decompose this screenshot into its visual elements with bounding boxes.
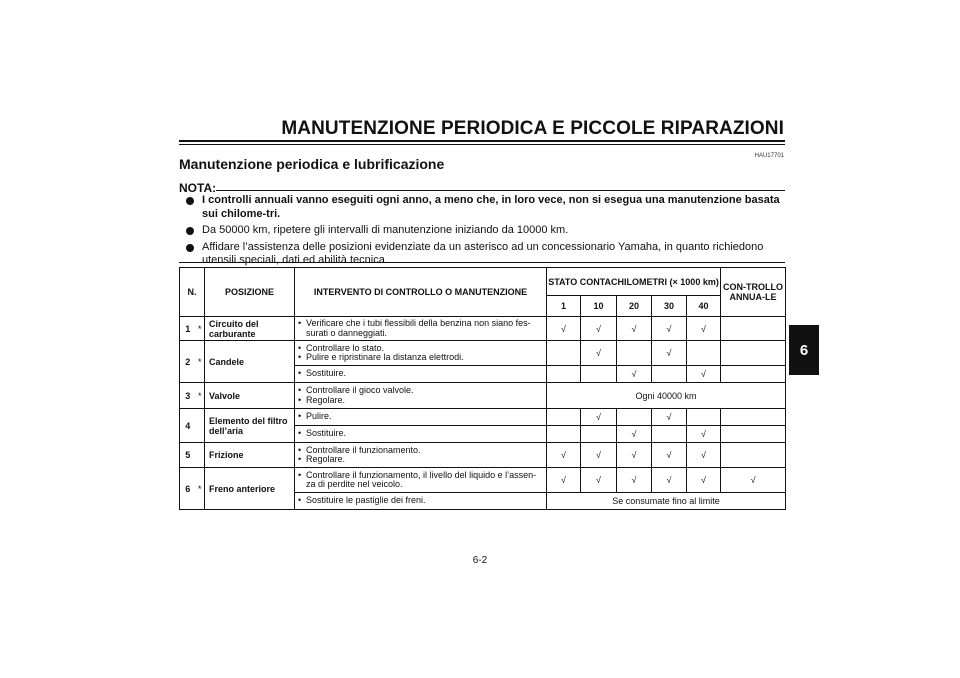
- empty-cell: [721, 426, 786, 443]
- empty-cell: [547, 409, 581, 426]
- check-mark: √: [581, 409, 617, 426]
- check-mark: √: [687, 443, 721, 468]
- title-rule-thin: [179, 144, 785, 145]
- row-intervento: • Sostituire.: [295, 426, 547, 443]
- check-mark: √: [617, 366, 652, 383]
- asterisk: *: [196, 341, 205, 383]
- row-intervento: • Controllare lo stato. • Pulire e ripristinare la distanza elettrodi.: [295, 341, 547, 366]
- asterisk: [196, 443, 205, 468]
- row-intervento: • Controllare il funzionamento. • Regolare.: [295, 443, 547, 468]
- header-km: 1: [547, 296, 581, 317]
- empty-cell: [721, 443, 786, 468]
- empty-cell: [687, 341, 721, 366]
- page-title: MANUTENZIONE PERIODICA E PICCOLE RIPARAZIONI: [281, 118, 784, 139]
- row-posizione: Freno anteriore: [205, 468, 295, 510]
- check-mark: √: [581, 341, 617, 366]
- row-number: 5: [180, 443, 196, 468]
- row-number: 2: [180, 341, 196, 383]
- row-intervento: • Sostituire le pastiglie dei freni.: [295, 493, 547, 510]
- section-title: Manutenzione periodica e lubrificazione: [179, 156, 445, 172]
- empty-cell: [721, 341, 786, 366]
- check-mark: √: [581, 443, 617, 468]
- check-mark: √: [652, 341, 687, 366]
- table-row: [180, 383, 786, 409]
- row-intervento: • Sostituire.: [295, 366, 547, 383]
- check-mark: √: [652, 317, 687, 341]
- interval-note: Se consumate fino al limite: [547, 493, 786, 510]
- asterisk: *: [196, 317, 205, 341]
- bullet-icon: [186, 227, 194, 235]
- check-mark: √: [581, 468, 617, 493]
- check-mark: √: [617, 443, 652, 468]
- row-posizione: Circuito del carburante: [205, 317, 295, 341]
- header-km: 30: [652, 296, 687, 317]
- nota-label: NOTA:: [179, 181, 217, 195]
- check-mark: √: [687, 317, 721, 341]
- empty-cell: [547, 341, 581, 366]
- row-intervento: • Controllare il funzionamento, il livello del liquido e l’assen-za di perdite nel veicolo.: [295, 468, 547, 493]
- row-posizione: Valvole: [205, 383, 295, 409]
- asterisk: *: [196, 383, 205, 409]
- asterisk: [196, 409, 205, 443]
- reference-code: HAU17701: [754, 153, 784, 159]
- header-stato: STATO CONTACHILOMETRI (× 1000 km): [547, 268, 721, 296]
- bullet-icon: [186, 244, 194, 252]
- interval-note: Ogni 40000 km: [547, 383, 786, 409]
- check-mark: √: [687, 468, 721, 493]
- empty-cell: [721, 366, 786, 383]
- nota-item: Da 50000 km, ripetere gli intervalli di manutenzione iniziando da 10000 km.: [186, 224, 786, 238]
- check-mark: √: [547, 317, 581, 341]
- row-posizione: Candele: [205, 341, 295, 383]
- check-mark: √: [687, 426, 721, 443]
- empty-cell: [617, 341, 652, 366]
- nota-rule: [216, 190, 785, 191]
- nota-item: I controlli annuali vanno eseguiti ogni anno, a meno che, in loro vece, non si esegua una manutenzione basata sui chilome-tri.: [186, 194, 786, 221]
- check-mark: √: [547, 443, 581, 468]
- row-posizione: Frizione: [205, 443, 295, 468]
- table-row: [180, 317, 786, 341]
- header-km: 10: [581, 296, 617, 317]
- nota-bottom-rule: [179, 262, 785, 263]
- asterisk: *: [196, 468, 205, 510]
- row-intervento: • Controllare il gioco valvole. • Regolare.: [295, 383, 547, 409]
- empty-cell: [617, 409, 652, 426]
- check-mark: √: [617, 426, 652, 443]
- chapter-tab: 6: [789, 325, 819, 375]
- check-mark: √: [687, 366, 721, 383]
- table-row: [180, 341, 786, 366]
- row-number: 1: [180, 317, 196, 341]
- bullet-icon: [186, 197, 194, 205]
- empty-cell: [687, 409, 721, 426]
- table-row: [180, 468, 786, 493]
- check-mark: √: [652, 409, 687, 426]
- header-posizione: POSIZIONE: [205, 268, 295, 317]
- check-mark: √: [547, 468, 581, 493]
- check-mark: √: [652, 468, 687, 493]
- check-mark: √: [721, 468, 786, 493]
- row-intervento: • Verificare che i tubi flessibili della benzina non siano fes-surati o danneggiati.: [295, 317, 547, 341]
- empty-cell: [547, 366, 581, 383]
- header-n: N.: [180, 268, 205, 317]
- check-mark: √: [581, 317, 617, 341]
- empty-cell: [581, 366, 617, 383]
- nota-item: Affidare l’assistenza delle posizioni evidenziate da un asterisco ad un concessionario Yamaha, in quanto richiedono utensili speciali, dati ed abilità tecnica.: [186, 241, 786, 268]
- empty-cell: [547, 426, 581, 443]
- table-row: [180, 409, 786, 426]
- header-controllo: CON-TROLLO ANNUA-LE: [721, 268, 786, 317]
- empty-cell: [721, 409, 786, 426]
- maintenance-table: [179, 267, 786, 510]
- header-intervento: INTERVENTO DI CONTROLLO O MANUTENZIONE: [295, 268, 547, 317]
- header-km: 20: [617, 296, 652, 317]
- empty-cell: [652, 366, 687, 383]
- empty-cell: [721, 317, 786, 341]
- empty-cell: [581, 426, 617, 443]
- row-number: 3: [180, 383, 196, 409]
- nota-list: [186, 194, 786, 271]
- check-mark: √: [652, 443, 687, 468]
- row-number: 6: [180, 468, 196, 510]
- empty-cell: [652, 426, 687, 443]
- title-rule: [179, 140, 785, 142]
- check-mark: √: [617, 468, 652, 493]
- row-posizione: Elemento del filtro dell’aria: [205, 409, 295, 443]
- table-row: [180, 443, 786, 468]
- page-number: 6-2: [472, 555, 488, 566]
- check-mark: √: [617, 317, 652, 341]
- header-km: 40: [687, 296, 721, 317]
- row-number: 4: [180, 409, 196, 443]
- row-intervento: • Pulire.: [295, 409, 547, 426]
